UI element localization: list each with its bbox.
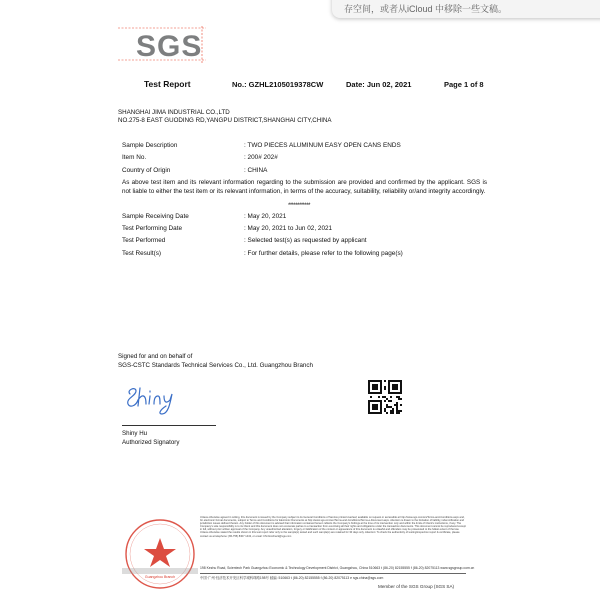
signed-on-behalf-label: Signed for and on behalf of <box>118 353 193 360</box>
field-value: : CHINA <box>244 167 268 174</box>
page-number: Page 1 of 8 <box>444 80 484 89</box>
footer-divider <box>200 573 466 574</box>
field-label: Test Performing Date <box>122 225 183 232</box>
field-value: : Selected test(s) as requested by applicant <box>244 237 367 244</box>
field-label: Test Result(s) <box>122 250 162 257</box>
signatory-name: Shiny Hu <box>122 430 148 437</box>
field-value: : May 20, 2021 to Jun 02, 2021 <box>244 225 333 232</box>
disclaimer-paragraph: As above test item and its relevant information regarding to the submission are provided and confirmed by the applicant. SGS is not liable to either the test item or its relevant information, in terms of the accuracy, suitability, reliability or/and integrity accordingly. <box>122 179 487 195</box>
report-number: No.: GZHL2105019378CW <box>232 80 324 89</box>
sgs-logo <box>110 22 212 66</box>
separator: ************ <box>288 203 311 209</box>
stamp-text: Guangzhou Branch <box>144 575 176 579</box>
field-label: Sample Receiving Date <box>122 213 189 220</box>
field-label: Sample Description <box>122 142 178 149</box>
footer-address-cn: 中国·广州·经济技术开发区科学城科珠路198号 邮编: 510663 t (86-20) 82155555 f (86-20) 82075113 e sgs.china@sgs.com <box>200 576 384 580</box>
signature <box>122 380 186 418</box>
client-name: SHANGHAI JIMA INDUSTRIAL CO.,LTD <box>118 109 230 116</box>
notification-banner[interactable]: 存空间，或者从iCloud 中移除一些文稿。 <box>332 0 600 18</box>
field-label: Test Performed <box>122 237 166 244</box>
footer-address-en: 198 Kezhu Road, Scientech Park Guangzhou Economic & Technology Development District, Guangzhou, China 510663 t (86-20) 82155555 f (86-20) 82075113 www.sgsgroup.com.cn <box>200 566 475 570</box>
client-address: NO.275-8 EAST GUODING RD,YANGPU DISTRICT,SHANGHAI CITY,CHINA <box>118 117 332 124</box>
field-value: : TWO PIECES ALUMINUM EASY OPEN CANS ENDS <box>244 142 401 149</box>
signing-company: SGS-CSTC Standards Technical Services Co., Ltd. Guangzhou Branch <box>118 362 313 369</box>
field-label: Item No. <box>122 154 147 161</box>
field-value: : For further details, please refer to the following page(s) <box>244 250 403 257</box>
field-value: : May 20, 2021 <box>244 213 287 220</box>
field-value: : 200# 202# <box>244 154 278 161</box>
sgs-group-membership: Member of the SGS Group (SGS SA) <box>378 584 455 589</box>
report-date: Date: Jun 02, 2021 <box>346 80 412 89</box>
terms-and-conditions: Unless otherwise agreed in writing, this document is issued by the Company subject to its General Conditions of Service printed overleaf, available on request or accessible at http://www.sgs.com/en/Terms-and-Conditions.aspx and, for electronic format documents, subject to Terms and Conditions for Electronic Documents at http://www.sgs.com/en/Terms-and-Conditions/Terms-e-Document.aspx. Attention is drawn to the limitation of liability, indemnification and jurisdiction issues defined therein. Any holder of this document is advised that information contained hereon reflects the Company's findings at the time of its intervention only and within the limits of Client's instructions, if any. The Company's sole responsibility is to its Client and this document does not exonerate parties to a transaction from exercising all their rights and obligations under the transaction documents. This document cannot be reproduced except in full, without prior written approval of the Company. Any unauthorized alteration, forgery or falsification of the content or appearance of this document is unlawful and offenders may be prosecuted to the fullest extent of the law. Unless otherwise stated the results shown in this test report refer only to the sample(s) tested and such sample(s) are retained for 30 days only. Attention: To check the authenticity of testing/inspection report & certificate, please contact us at telephone: (86-755) 8307 1443, or email: CN.Doccheck@sgs.com <box>200 516 466 538</box>
qr-code <box>368 380 402 414</box>
field-label: Country of Origin <box>122 167 171 174</box>
official-stamp <box>118 512 202 596</box>
sgs-logo-text: SGS <box>136 30 203 63</box>
signature-line <box>122 425 216 426</box>
signatory-title: Authorized Signatory <box>122 439 180 446</box>
report-title: Test Report <box>144 79 191 89</box>
